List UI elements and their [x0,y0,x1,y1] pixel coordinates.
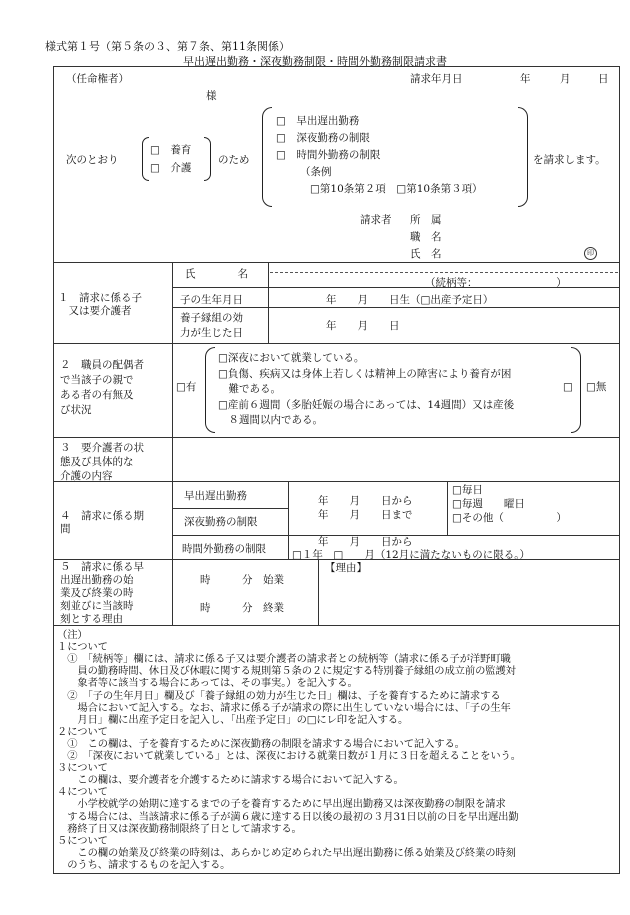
note-line: ４について [57,786,108,799]
note-line: のうち、請求するものを記入する。 [57,858,231,871]
ot-period[interactable]: □１年 □ 月（12月に満たないものに限る。） [292,549,530,561]
s2-item-1[interactable]: □深夜において就業している。 [218,352,365,364]
period-from[interactable]: 年 月 日から [318,495,413,507]
s4-label-1: ４ 請求に係る期 [60,510,144,522]
option-care[interactable]: □ 介護 [150,162,192,174]
row-night-limit: 深夜勤務の制限 [184,516,258,528]
freq-daily[interactable]: □毎日 [452,484,483,496]
adopt-label-2: 力が生じた日 [180,327,243,339]
rule-s1-col [172,262,173,343]
s2-label-2: で当該子の親で [60,374,134,386]
s2-item-2[interactable]: □負傷、疾病又は身体上若しくは精神上の障害により養育が困 [218,368,512,380]
note-line: ５について [57,834,108,847]
rule-s4-top [53,481,620,482]
ot-from[interactable]: 年 月 日から [318,536,413,548]
note-line: １について [57,641,108,654]
rule-s2-top [53,343,620,344]
bracket-s2-right [571,347,581,433]
rule-s4-col2 [288,481,289,559]
requester-label: 請求者 [360,214,392,226]
note-line: （注） [57,629,88,641]
note-line: 月日」欄に出産予定日を記入し、「出産予定日」の□にレ印を記入する。 [57,713,409,726]
note-line: ② 「深夜において就業している」とは、深夜における就業日数が１月に３日を超えることをいう。 [57,750,521,762]
s2-item-3b: ８週間以内である。 [218,414,323,426]
note-line: する場合には、当該請求に係る子が満６歳に達する日以後の最初の３月31日以前の日を早出遅出勤 [57,810,519,823]
note-line: 務終了日又は深夜勤務制限終了日として請求する。 [57,822,302,835]
name-field-label: 氏 名 [185,268,248,280]
note-line: ② 「子の生年月日」欄及び「養子縁組の効力が生じた日」欄は、子を養育するために請求する [57,689,501,702]
bracket-a-left [142,137,149,181]
option-night-limit[interactable]: □ 深夜勤務の制限 [276,132,370,144]
note-line: 小学校就学の始期に達するまでの子を養育するために早出遅出勤務又は深夜勤務の制限を請求 [57,798,506,811]
option-early-late[interactable]: □ 早出遅出勤務 [276,115,360,127]
note-line: ① 「続柄等」欄には、請求に係る子又は要介護者の請求者との続柄等（請求に係る子が洋野町職 [57,653,511,666]
bracket-s2-left [205,347,215,433]
spouse-yes[interactable]: □有 [176,381,197,393]
s2-item-3[interactable]: □産前６週間（多胎妊娠の場合にあっては、14週間）又は産後 [218,399,515,411]
post-label: 職 名 [410,231,442,243]
note-line: 場合において記入する。なお、請求に係る子が請求の際に出生していない場合には、「子の生年 [57,701,511,714]
note-line: 象者等に該当する場合にあっては、その事実。）を記入する。 [57,677,358,690]
relation-dash [270,272,618,273]
s2-label-3: ある者の有無及 [60,389,134,401]
spouse-no[interactable]: □無 [586,381,607,393]
rule-s4-col3 [447,481,448,535]
s2-item-2b: 難である。 [218,383,281,395]
rule-s2-col [172,343,173,437]
s4-label-2: 間 [60,523,71,535]
jorei-label: （条例 [300,166,332,178]
rule-s3-top [53,437,620,438]
date-month: 月 [560,73,571,85]
rule-s5-col2 [318,559,319,625]
s3-label-1: ３ 要介護者の状 [60,442,144,454]
bracket-b-right [518,107,528,207]
rule-s1-top [53,262,620,263]
option-rearing[interactable]: □ 養育 [150,144,192,156]
period-to[interactable]: 年 月 日まで [318,509,413,521]
note-line: ３について [57,762,108,775]
s3-label-3: 介護の内容 [60,470,113,482]
bracket-b-left [262,107,272,207]
note-line: この欄の始業及び終業の時刻は、あらかじめ定められた早出遅出勤務に係る始業及び終業の時刻 [57,846,516,859]
note-line: ２について [57,725,108,738]
jorei-options[interactable]: □第10条第２項 □第10条第３項） [310,183,483,195]
note-line: ① この欄は、子を養育するために深夜勤務の制限を請求する場合において記入する。 [57,737,465,750]
rule-s5-col [172,559,173,625]
addressee-label: （任命権者） [66,73,129,85]
s2-mid-box[interactable]: □ [563,381,573,393]
note-line: 員の勤務時間、休日及び休暇に関する規則第５条の２に規定する特別養子縁組の成立前の監護対 [57,665,516,678]
relation-field[interactable]: （続柄等： ） [425,277,567,289]
s2-label-4: び状況 [60,404,92,416]
s5-label-3: 業及び終業の時 [60,587,134,599]
date-day: 日 [598,73,609,85]
request-date-label: 請求年月日 [410,73,463,85]
sama-label: 様 [206,90,217,102]
adopt-value[interactable]: 年 月 日 [326,320,400,332]
s5-label-1: ５ 請求に係る早 [60,561,144,573]
s1-label-1: １ 請求に係る子 [58,292,142,304]
rule-s1-col2 [268,262,269,343]
rule-s4-col [172,481,173,559]
s5-label-4: 刻並びに当該時 [60,600,134,612]
note-line: この欄は、要介護者を介護するために請求する場合において記入する。 [57,774,404,787]
rule-s3-col [172,437,173,481]
s2-label-1: ２ 職員の配偶者 [60,359,144,371]
adopt-label-1: 養子縁組の効 [180,312,243,324]
end-time[interactable]: 時 分 終業 [200,602,284,614]
s3-label-2: 態及び具体的な [60,456,134,468]
row-overtime-limit: 時間外勤務の制限 [182,543,266,555]
request-tail: を請求します。 [533,154,606,166]
name-label: 氏 名 [410,248,442,260]
s5-label-5: 刻とする理由 [60,613,123,625]
s1-label-2: 又は要介護者 [58,305,132,317]
lead-text: 次のとおり [66,154,119,166]
s5-label-2: 出遅出勤務の始 [60,574,134,586]
row-early-late: 早出遅出勤務 [184,490,247,502]
reason-label: 【理由】 [325,562,367,574]
rule-s4-r1 [172,508,288,509]
form-code: 様式第１号（第５条の３、第７条、第11条関係） [45,40,290,53]
bracket-a-right [204,137,211,181]
rule-s1-r2 [172,307,620,308]
freq-weekly[interactable]: □毎週 曜日 [452,498,525,510]
date-year: 年 [520,73,531,85]
birth-label: 子の生年月日 [180,294,243,306]
start-time[interactable]: 時 分 始業 [200,574,284,586]
affiliation-label: 所 属 [410,214,442,226]
freq-other[interactable]: □その他（ ） [452,512,567,524]
for-text: のため [218,154,250,166]
rule-notes-top [53,625,620,626]
birth-value[interactable]: 年 月 日生（□出産予定日） [326,294,494,306]
option-overtime-limit[interactable]: □ 時間外勤務の制限 [276,149,381,161]
seal-mark: 印 [584,247,597,260]
form-title: 早出遅出勤務・深夜勤務制限・時間外勤務制限請求書 [183,55,447,68]
